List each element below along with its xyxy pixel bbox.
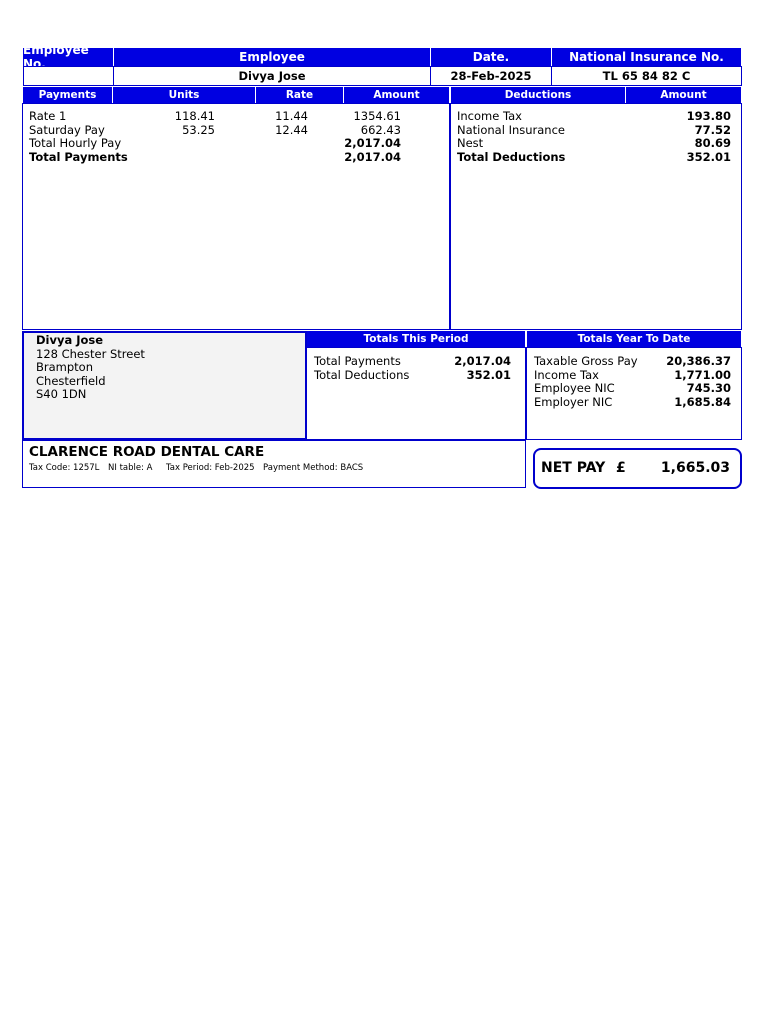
ytd-label: Employee NIC <box>534 381 615 396</box>
ytd-amount: 1,685.84 <box>674 394 731 409</box>
address-name: Divya Jose <box>36 333 104 347</box>
units-col-header: Units <box>168 89 200 101</box>
payment-amount: 662.43 <box>360 122 401 137</box>
address-line: S40 1DN <box>36 387 87 402</box>
ytd-amount: 20,386.37 <box>666 354 731 368</box>
net-pay-label: NET PAY <box>541 460 606 476</box>
payments-col-header: Payments <box>38 89 97 101</box>
rate-col-header: Rate <box>285 89 314 101</box>
net-pay-currency: £ <box>616 460 626 476</box>
ni-number-value: TL 65 84 82 C <box>551 66 742 86</box>
period-total-deductions-amount: 352.01 <box>466 367 511 382</box>
payment-method: Payment Method: BACS <box>263 463 364 473</box>
totals-period-header: Totals This Period <box>307 331 525 347</box>
deduction-label: National Insurance <box>457 122 565 137</box>
employee-name-value: Divya Jose <box>113 66 431 86</box>
payment-units: 53.25 <box>182 122 215 137</box>
total-deductions-amount: 352.01 <box>686 149 731 164</box>
ytd-amount: 745.30 <box>686 381 731 396</box>
payment-rate: 12.44 <box>275 122 308 137</box>
tax-period: Tax Period: Feb-2025 <box>166 463 255 473</box>
date-header: Date. <box>431 48 551 66</box>
ni-number-header: National Insurance No. <box>552 48 741 66</box>
address-line: Chesterfield <box>36 373 106 388</box>
deduction-amount: 80.69 <box>694 136 731 151</box>
ytd-label: Employer NIC <box>534 394 613 409</box>
deduction-label: Nest <box>457 136 484 151</box>
employee-no-header: Employee No. <box>23 48 113 66</box>
payment-amount: 1354.61 <box>353 109 401 123</box>
payment-label: Total Hourly Pay <box>29 136 122 151</box>
period-total-payments-label: Total Payments <box>314 354 401 368</box>
deduction-label: Income Tax <box>457 109 522 123</box>
payment-label: Saturday Pay <box>29 122 105 137</box>
employee-header: Employee <box>114 48 430 66</box>
employee-no-value <box>23 66 114 86</box>
deductions-col-header: Deductions <box>504 89 572 101</box>
address-line: 128 Chester Street <box>36 346 145 361</box>
total-payments-label: Total Payments <box>29 149 128 164</box>
ytd-label: Taxable Gross Pay <box>534 354 638 368</box>
employer-name: CLARENCE ROAD DENTAL CARE <box>29 444 265 460</box>
deductions-header-bar <box>451 87 741 103</box>
amount-col-header: Amount <box>373 89 420 101</box>
deduction-amount: 193.80 <box>686 109 731 123</box>
address-line: Brampton <box>36 360 94 375</box>
deduction-amount: 77.52 <box>694 122 731 137</box>
ni-table: NI table: A <box>108 463 153 473</box>
total-payments-amount: 2,017.04 <box>344 149 401 164</box>
total-deductions-label: Total Deductions <box>457 149 566 164</box>
ytd-amount: 1,771.00 <box>674 367 731 382</box>
payment-label: Rate 1 <box>29 109 67 123</box>
period-total-deductions-label: Total Deductions <box>314 367 410 382</box>
tax-code: Tax Code: 1257L <box>29 463 100 473</box>
ytd-label: Income Tax <box>534 367 599 382</box>
payment-rate: 11.44 <box>275 109 308 123</box>
date-value: 28-Feb-2025 <box>430 66 552 86</box>
payment-amount: 2,017.04 <box>344 136 401 151</box>
totals-ytd-header: Totals Year To Date <box>527 331 741 347</box>
period-total-payments-amount: 2,017.04 <box>454 354 511 368</box>
net-pay-amount: 1,665.03 <box>660 460 730 476</box>
deduction-amount-col-header: Amount <box>660 89 707 101</box>
payment-units: 118.41 <box>174 109 215 123</box>
payments-header-bar <box>23 87 449 103</box>
